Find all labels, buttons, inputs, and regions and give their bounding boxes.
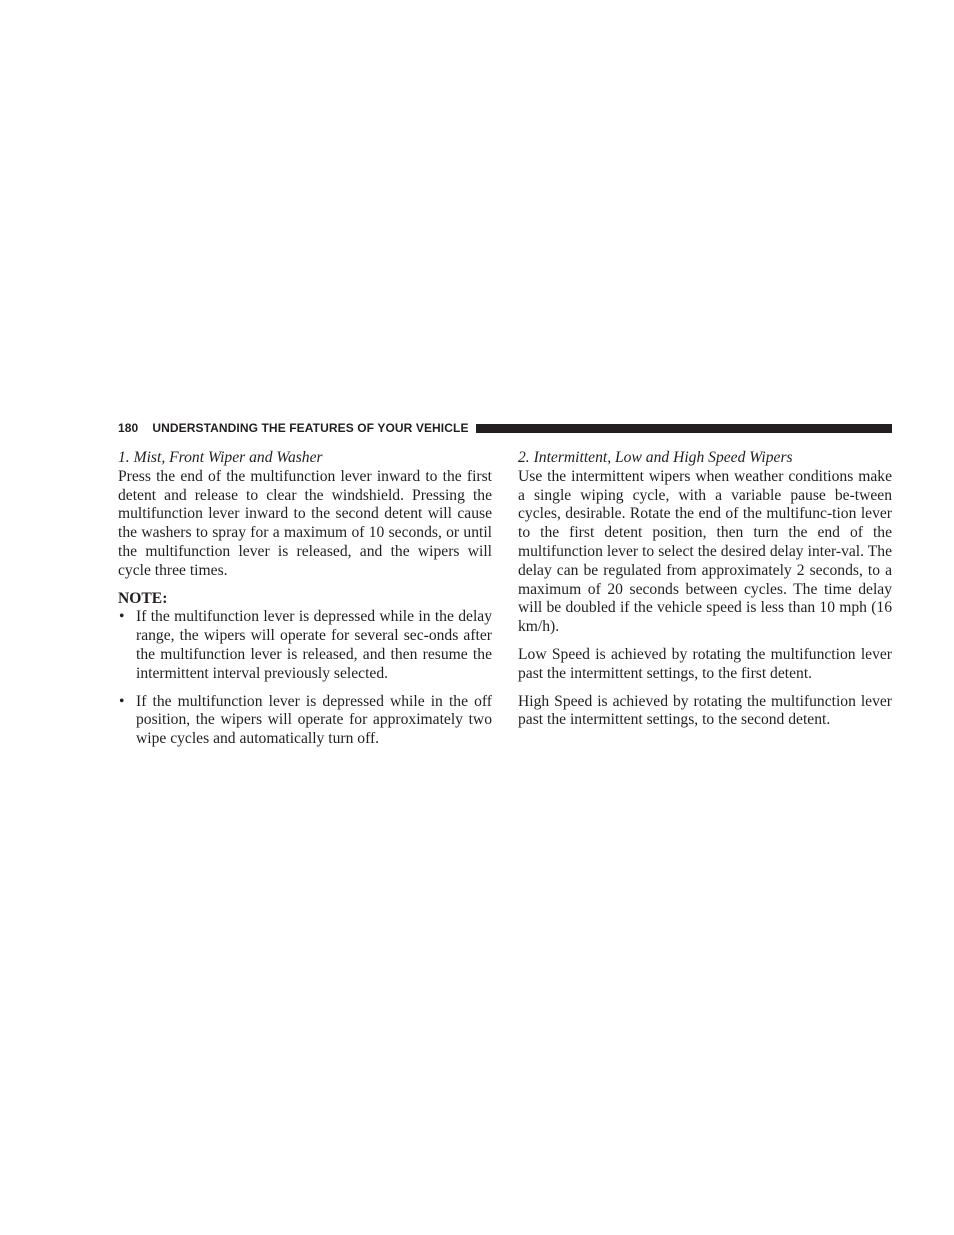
note-bullet-text: If the multifunction lever is depressed while in the delay range, the wipers will operate for several sec-onds after the multifunction lever is released, and then resume the intermittent interval previously selected.: [136, 608, 492, 682]
section-title: UNDERSTANDING THE FEATURES OF YOUR VEHICLE: [152, 421, 469, 435]
header-rule: [476, 424, 892, 433]
page-number: 180: [118, 421, 139, 435]
intermittent-wipers-paragraph: Use the intermittent wipers when weather conditions make a single wiping cycle, with a variable pause be-tween cycles, desirable. Rotate the end of the multifunc-tion lever to the first detent position, then turn the end of the multifunction lever to select the desired delay inter-val. The delay can be regulated from approximately 2 seconds, to a maximum of 20 seconds between cycles. The time delay will be doubled if the vehicle speed is less than 10 mph (16 km/h).: [518, 467, 892, 636]
high-speed-paragraph: High Speed is achieved by rotating the multifunction lever past the intermittent settings, to the second detent.: [518, 692, 892, 729]
note-bullet-item: [118, 693, 492, 749]
note-label: NOTE:: [118, 589, 168, 607]
intermittent-wipers-heading: 2. Intermittent, Low and High Speed Wipers: [518, 449, 793, 466]
right-column: [518, 449, 892, 730]
low-speed-paragraph: Low Speed is achieved by rotating the multifunction lever past the intermittent settings, to the first detent.: [518, 645, 892, 682]
bullet-icon: •: [119, 608, 125, 626]
bullet-icon: •: [119, 692, 125, 710]
note-bullet-text: If the multifunction lever is depressed while in the off position, the wipers will operate for approximately two wipe cycles and automatically turn off.: [136, 692, 492, 748]
left-column: [118, 449, 492, 749]
mist-wiper-paragraph: Press the end of the multifunction lever inward to the first detent and release to clear the windshield. Pressing the multifunction lever inward to the second detent will cause the washers to spray for a maximum of 10 seconds, or until the multifunction lever is released, and the wipers will cycle three times.: [118, 467, 492, 579]
mist-wiper-heading: 1. Mist, Front Wiper and Washer: [118, 449, 323, 466]
page-header: [118, 420, 892, 436]
note-bullet-list: [118, 608, 492, 749]
note-bullet-item: [118, 608, 492, 683]
